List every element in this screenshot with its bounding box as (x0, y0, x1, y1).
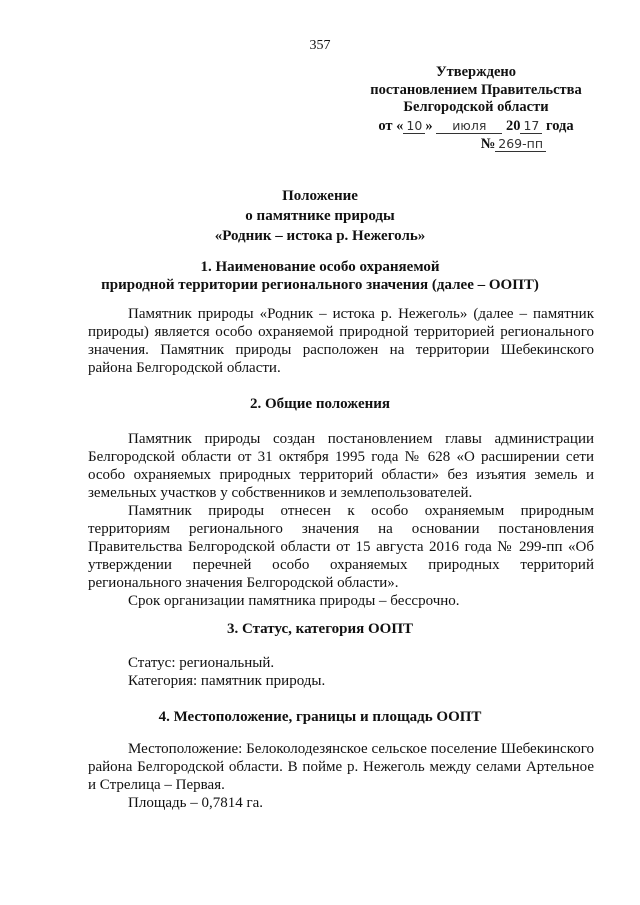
section-4-body (88, 740, 594, 812)
approval-stamp (360, 64, 592, 154)
title-line-3: «Родник – истока р. Нежеголь» (214, 228, 426, 244)
approval-year-suffix: 17 (520, 118, 542, 134)
number-label: № (480, 136, 496, 152)
section-2-heading-line-1: 2. Общие положения (249, 396, 391, 412)
section-3-body (88, 654, 594, 690)
approval-line-1: Утверждено (436, 64, 516, 80)
section-1-heading-line-1: 1. Наименование особо охраняемой (200, 259, 440, 275)
approval-number: 269-пп (495, 136, 546, 152)
section-3-heading-line-1: 3. Статус, категория ООПТ (226, 621, 413, 637)
section-2-heading (0, 395, 640, 413)
section-4-heading-line-1: 4. Местоположение, границы и площадь ООПТ (158, 709, 482, 725)
section-2-paragraph-1: Памятник природы создан постановлением главы администрации Белгородской области от 31 октября 1995 года № 628 «О расширении сети особо охраняемых природных территорий области» без изъятия земель и земельных участков у собственников и землепользователей. (88, 431, 594, 501)
section-4-paragraph-1: Местоположение: Белоколодезянское сельское поселение Шебекинского района Белгородской области. В пойме р. Нежеголь между селами Артельное и Стрелица – Первая. (88, 741, 594, 793)
section-4-heading (0, 708, 640, 726)
section-4-paragraph-2: Площадь – 0,7814 га. (128, 795, 264, 811)
title-line-2: о памятнике природы (245, 208, 395, 224)
section-3-heading (0, 620, 640, 638)
approval-line-3: Белгородской области (403, 99, 549, 115)
section-1-body (88, 305, 594, 377)
section-2-paragraph-2: Памятник природы отнесен к особо охраняемым природным территориям регионального значения на основании постановления Правительства Белгородской области от 15 августа 2016 года № 299-пп «Об утверждении перечней особо охраняемых природных территорий регионального значения Белгородской области». (88, 503, 594, 591)
date-prefix: от (378, 117, 393, 134)
section-3-paragraph-1: Статус: региональный. (128, 655, 275, 671)
quote-open: « (396, 117, 404, 134)
section-2-body (88, 430, 594, 610)
quote-close: » (425, 117, 433, 134)
approval-number-row (360, 135, 592, 154)
section-1-paragraph-1: Памятник природы «Родник – истока р. Нежеголь» (далее – памятник природы) является особо охраняемой природной территорией регионального значения. Памятник природы расположен на территории Шебекинского района Белгородской области. (88, 306, 594, 376)
approval-day: 10 (403, 118, 425, 134)
year-word: года (546, 117, 574, 134)
section-1-heading-line-2: природной территории регионального значения (далее – ООПТ) (101, 277, 539, 293)
document-title (0, 186, 640, 246)
approval-date-row (360, 117, 592, 136)
section-3-paragraph-2: Категория: памятник природы. (128, 673, 326, 689)
approval-line-2: постановлением Правительства (370, 81, 582, 98)
section-2-paragraph-3: Срок организации памятника природы – бессрочно. (128, 593, 460, 609)
page-number: 357 (309, 38, 331, 53)
year-prefix: 20 (505, 117, 521, 134)
title-line-1: Положение (282, 188, 358, 204)
approval-month: июля (436, 118, 502, 134)
section-1-heading (0, 258, 640, 294)
